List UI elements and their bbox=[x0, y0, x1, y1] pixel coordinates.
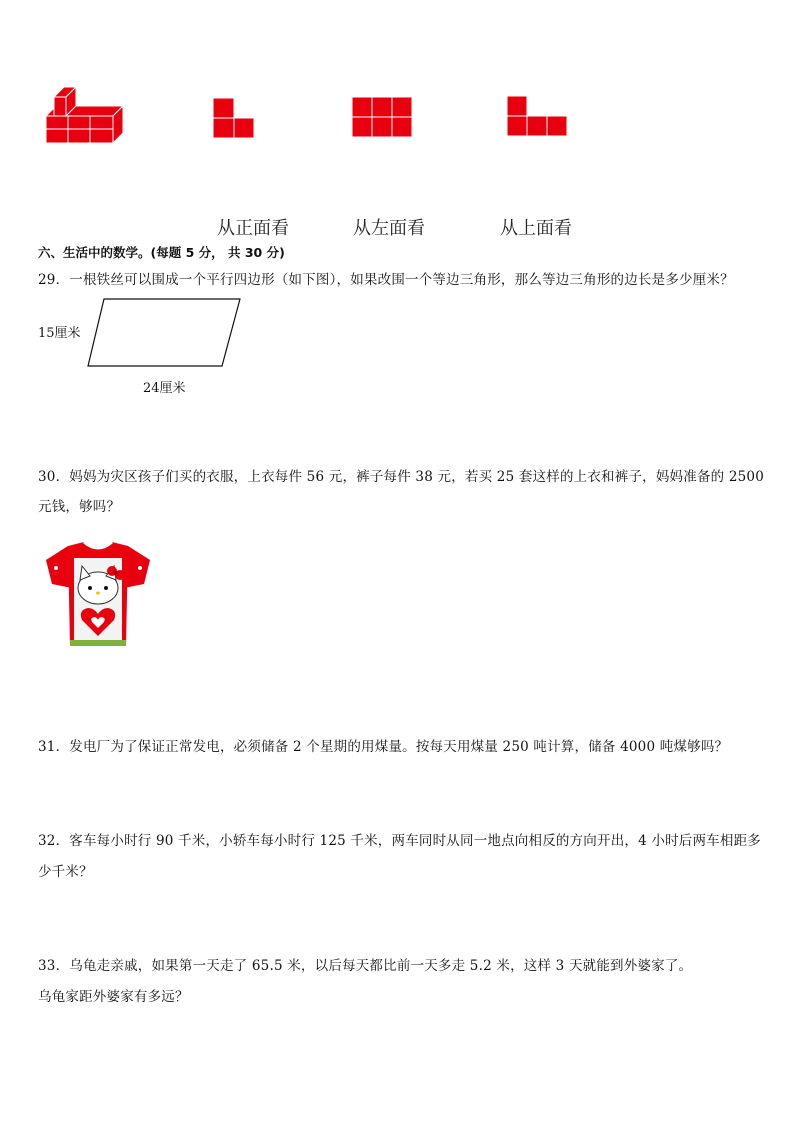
question-30-line-1: 30．妈妈为灾区孩子们买的衣服，上衣每件 56 元，裤子每件 38 元，若买 25 套这样的上衣和裤子，妈妈准备的 2500 bbox=[38, 469, 765, 485]
question-30-line-2: 元钱，够吗？ bbox=[38, 499, 121, 515]
section-title: 六、生活中的数学。(每题 5 分， 共 30 分) bbox=[38, 245, 285, 260]
side-length-label: 15厘米 bbox=[38, 326, 81, 341]
parallelogram-figure bbox=[86, 297, 244, 369]
front-view-figure bbox=[212, 97, 256, 139]
question-33-line-2: 乌龟家距外婆家有多远？ bbox=[38, 989, 189, 1005]
left-view-figure bbox=[351, 96, 413, 138]
question-33-line-1: 33．乌龟走亲戚，如果第一天走了 65.5 米，以后每天都比前一天多走 5.2 米，这样 3 天就能到外婆家了。 bbox=[38, 958, 693, 974]
front-view-label: 从正面看 bbox=[217, 218, 289, 239]
base-length-label: 24厘米 bbox=[143, 381, 186, 396]
question-29: 29．一根铁丝可以围成一个平行四边形（如下图），如果改围一个等边三角形，那么等边三角形的边长是多少厘米？ bbox=[38, 272, 734, 288]
tshirt-image bbox=[42, 540, 154, 652]
left-view-label: 从左面看 bbox=[353, 218, 425, 239]
top-view-figure bbox=[506, 95, 568, 137]
cube-solid-figure bbox=[44, 84, 128, 146]
top-view-label: 从上面看 bbox=[500, 218, 572, 239]
question-32-line-2: 少千米？ bbox=[38, 864, 93, 880]
question-31: 31．发电厂为了保证正常发电，必须储备 2 个星期的用煤量。按每天用煤量 250 吨计算，储备 4000 吨煤够吗？ bbox=[38, 739, 729, 755]
question-32-line-1: 32．客车每小时行 90 千米，小轿车每小时行 125 千米，两车同时从同一地点向相反的方向开出，4 小时后两车相距多 bbox=[38, 833, 761, 849]
